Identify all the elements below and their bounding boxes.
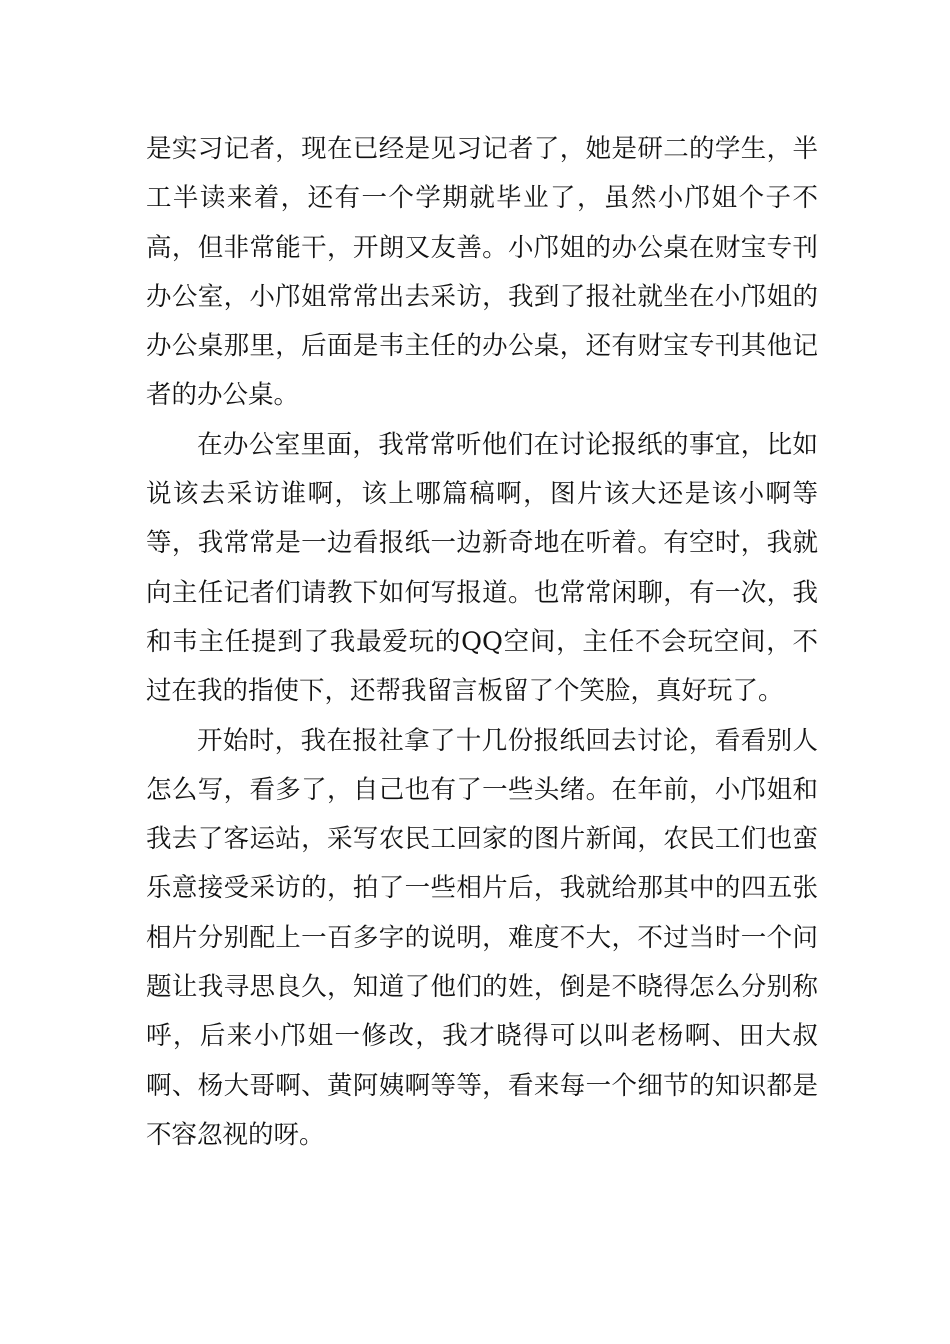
document-body (146, 125, 818, 1160)
paragraph-2: 在办公室里面，我常常听他们在讨论报纸的事宜，比如说该去采访谁啊，该上哪篇稿啊，图片该大还是该小啊等等，我常常是一边看报纸一边新奇地在听着。有空时，我就向主任记者们请教下如何写报道。也常常闲聊，有一次，我和韦主任提到了我最爱玩的QQ空间，主任不会玩空间，不过在我的指使下，还帮我留言板留了个笑脸，真好玩了。 (146, 429, 818, 707)
paragraph-3: 开始时，我在报社拿了十几份报纸回去讨论，看看别人怎么写，看多了，自己也有了一些头绪。在年前，小邝姐和我去了客运站，采写农民工回家的图片新闻，农民工们也蛮乐意接受采访的，拍了一些相片后，我就给那其中的四五张相片分别配上一百多字的说明，难度不大，不过当时一个问题让我寻思良久，知道了他们的姓，倒是不晓得怎么分别称呼，后来小邝姐一修改，我才晓得可以叫老杨啊、田大叔啊、杨大哥啊、黄阿姨啊等等，看来每一个细节的知识都是不容忽视的呀。 (146, 725, 818, 1150)
paragraph-1: 是实习记者，现在已经是见习记者了，她是研二的学生，半工半读来着，还有一个学期就毕业了，虽然小邝姐个子不高，但非常能干，开朗又友善。小邝姐的办公桌在财宝专刊办公室，小邝姐常常出去采访，我到了报社就坐在小邝姐的办公桌那里，后面是韦主任的办公桌，还有财宝专刊其他记者的办公桌。 (146, 134, 818, 411)
